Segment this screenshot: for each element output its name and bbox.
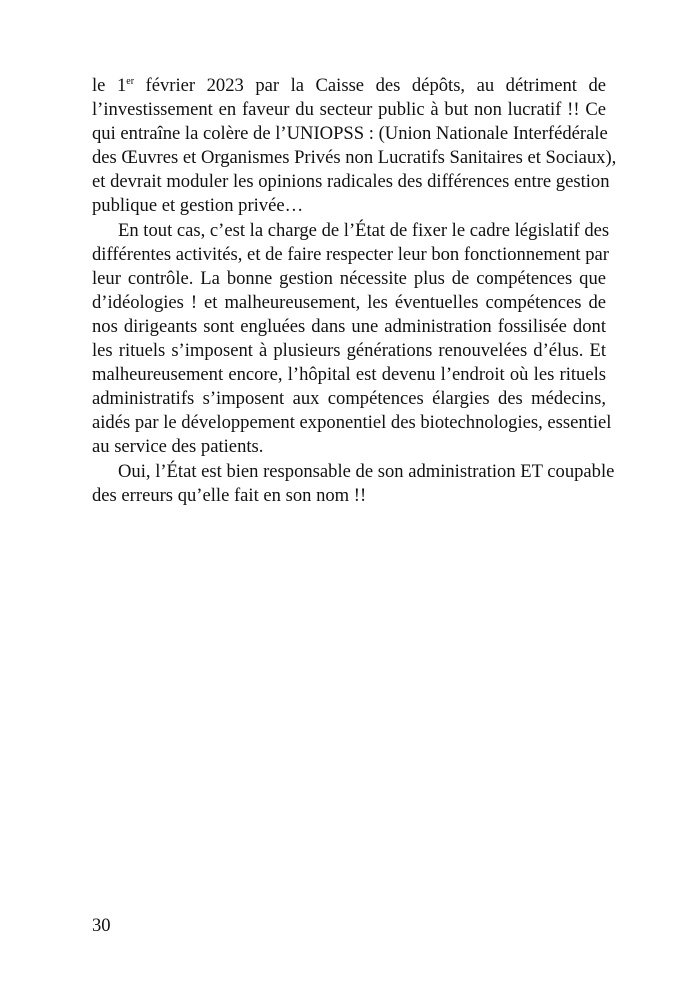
body-text (92, 74, 617, 508)
text-line: des Œuvres et Organismes Privés non Lucratifs Sanitaires et Sociaux), (92, 147, 617, 169)
text-line: Oui, l’État est bien responsable de son administration ET coupable (118, 460, 615, 482)
text-line: des erreurs qu’elle fait en son nom !! (92, 484, 367, 506)
text-line: leur contrôle. La bonne gestion nécessite plus de compétences que (92, 267, 606, 289)
text-line: En tout cas, c’est la charge de l’État de fixer le cadre législatif des (118, 219, 610, 241)
text-line: d’idéologies ! et malheureusement, les éventuelles compétences de (92, 291, 606, 313)
paragraph-3 (92, 460, 615, 508)
superscript-ordinal: er (126, 76, 135, 87)
text-fragment: février 2023 par la Caisse des dépôts, au détriment de (134, 75, 606, 96)
text-line: nos dirigeants sont engluées dans une administration fossilisée dont (92, 315, 606, 337)
text-line: les rituels s’imposent à plusieurs générations renouvelées d’élus. Et (92, 340, 606, 362)
text-line (92, 74, 606, 98)
text-line: différentes activités, et de faire respecter leur bon fonctionnement par (92, 243, 609, 265)
paragraph-2 (92, 219, 612, 460)
text-fragment: le 1 (92, 75, 127, 96)
text-line: publique et gestion privée… (92, 195, 304, 217)
text-line: malheureusement encore, l’hôpital est devenu l’endroit où les rituels (92, 364, 606, 386)
text-line: au service des patients. (92, 436, 264, 458)
text-line: qui entraîne la colère de l’UNIOPSS : (Union Nationale Interfédérale (92, 123, 608, 145)
text-line: l’investissement en faveur du secteur public à but non lucratif !! Ce (92, 99, 606, 121)
page-number: 30 (92, 915, 111, 936)
text-line: aidés par le développement exponentiel des biotechnologies, essentiel (92, 412, 612, 434)
text-line: administratifs s’imposent aux compétences élargies des médecins, (92, 388, 606, 410)
text-line: et devrait moduler les opinions radicales des différences entre gestion (92, 171, 610, 193)
paragraph-1 (92, 74, 617, 219)
